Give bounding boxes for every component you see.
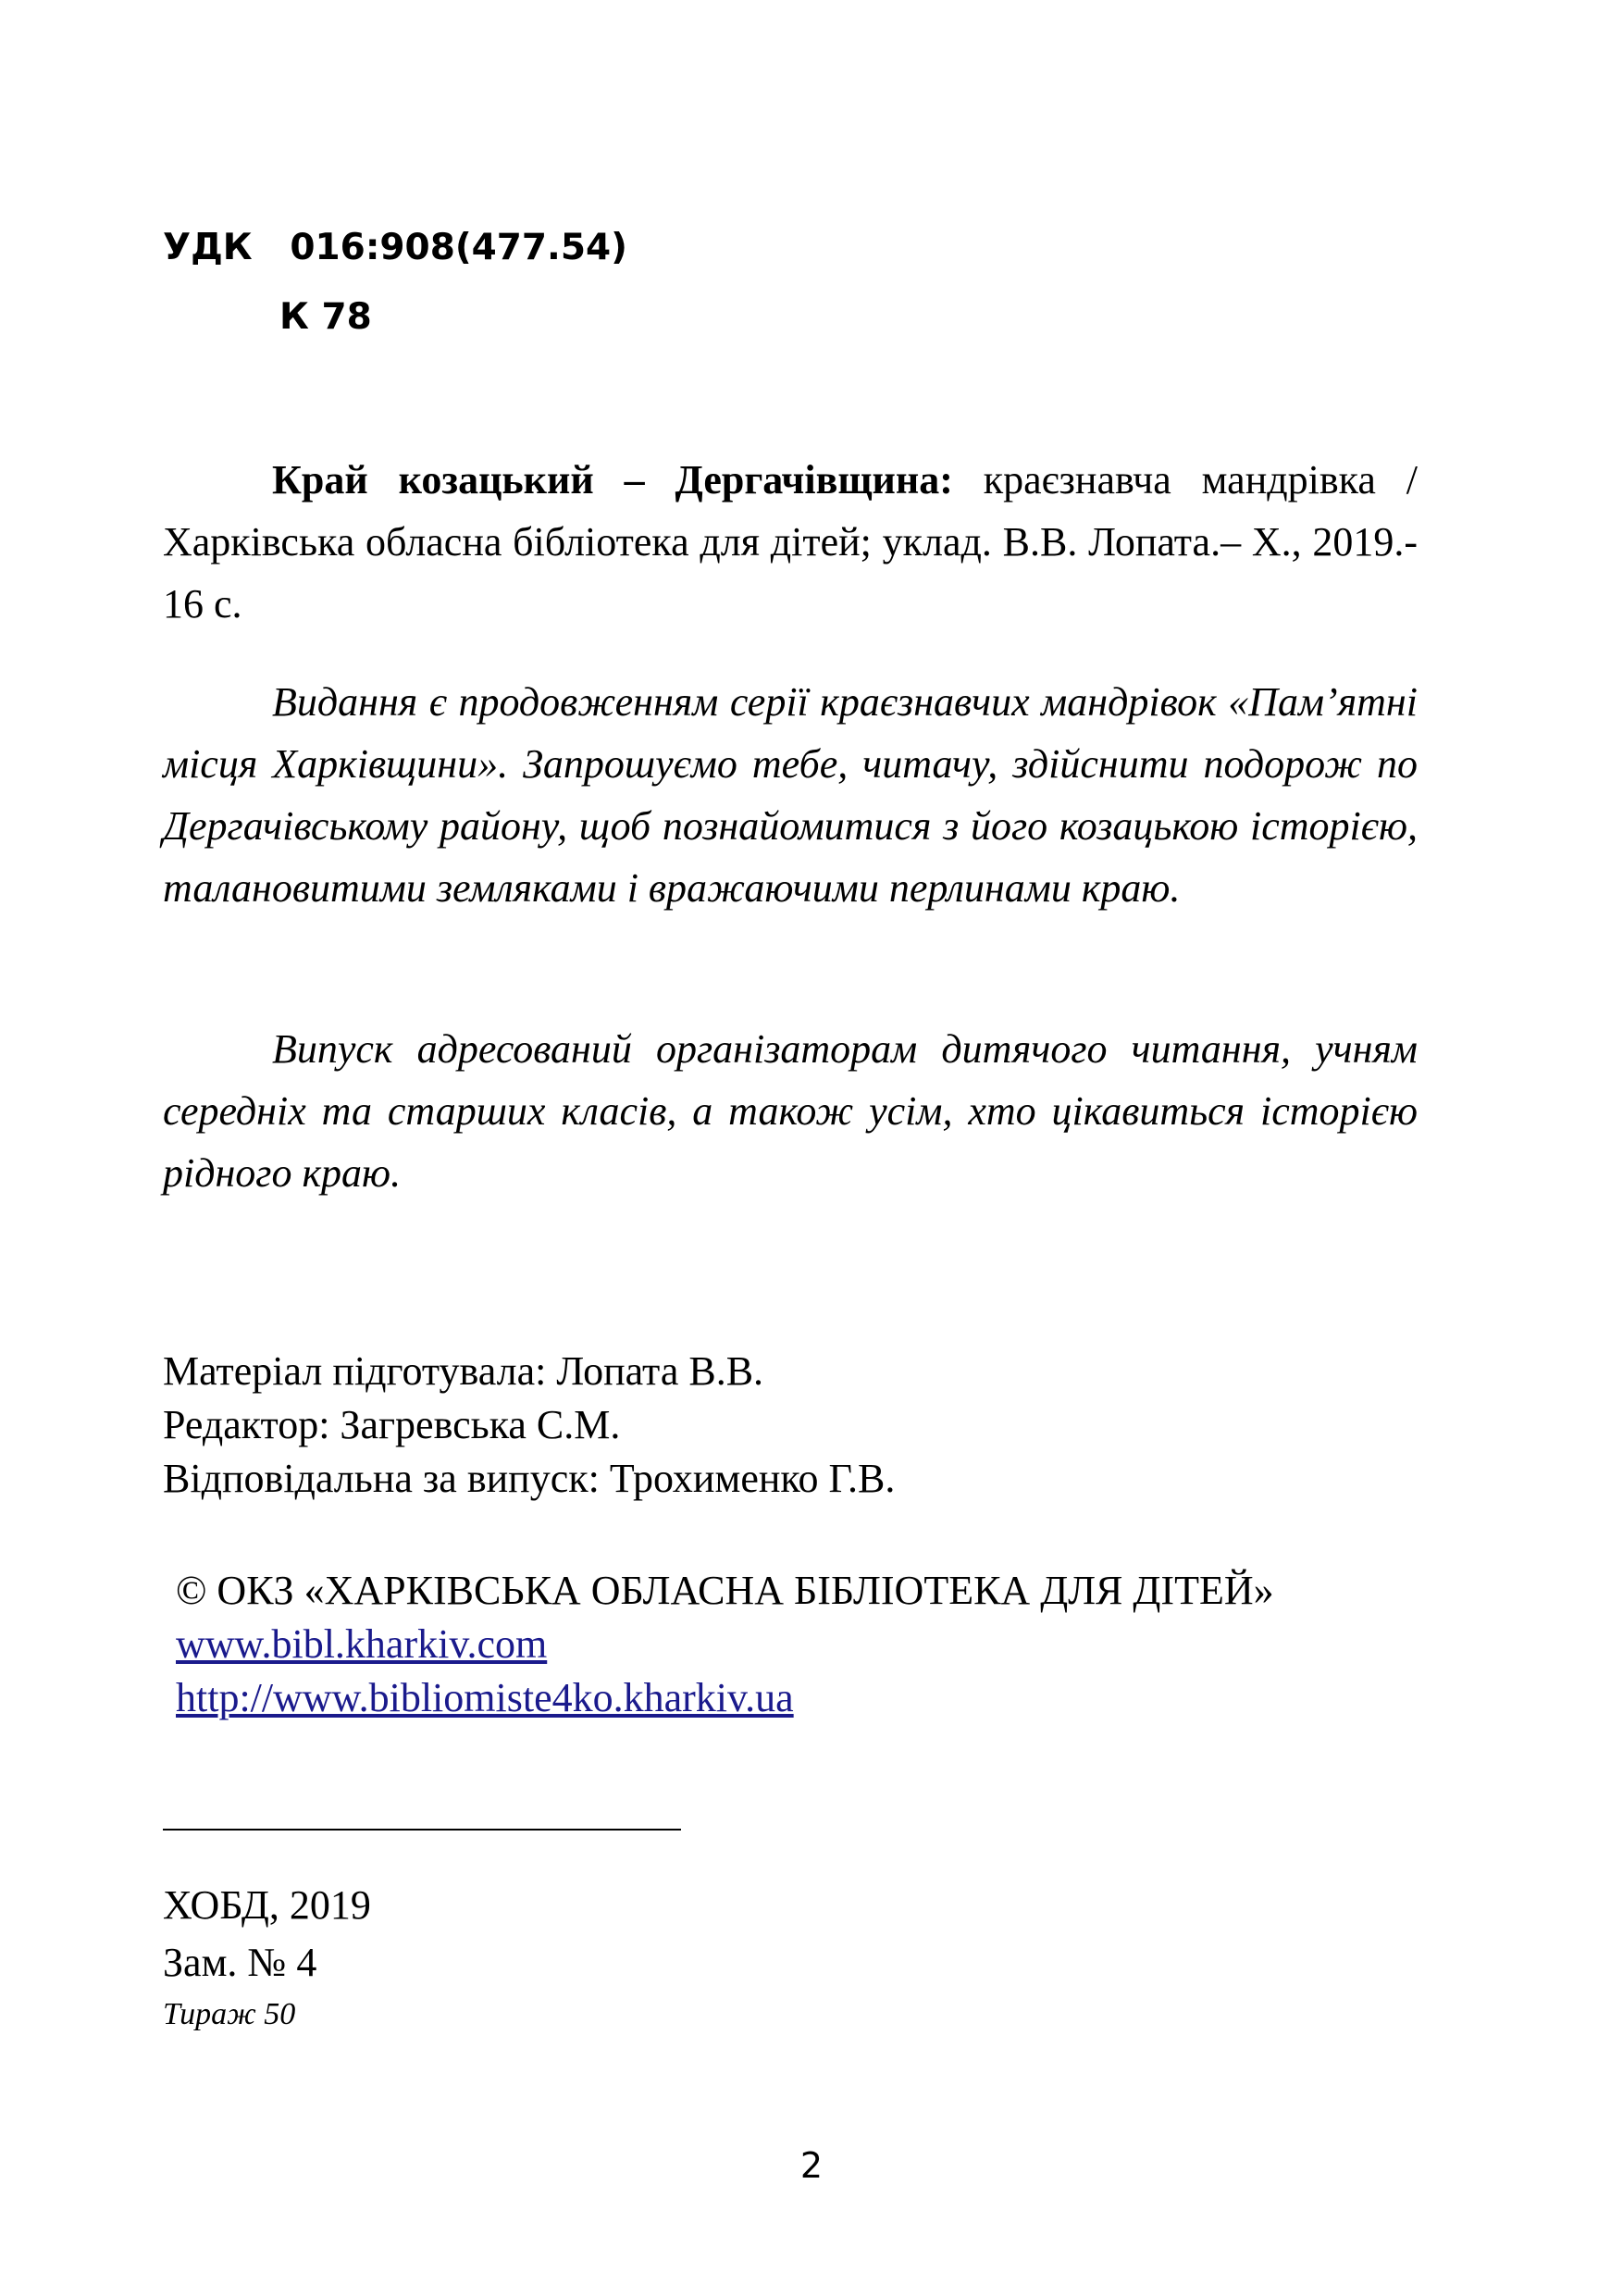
copyright-notice: © ОКЗ «ХАРКІВСЬКА ОБЛАСНА БІБЛІОТЕКА ДЛЯ ДІТЕЙ» [176, 1568, 1274, 1613]
udk-block [163, 213, 627, 352]
copyright-block [163, 1564, 1366, 1725]
prepared-by: Матеріал підготувала: Лопата В.В. [163, 1348, 764, 1394]
print-run: Тираж 50 [163, 1997, 296, 2031]
divider-line [163, 1829, 681, 1831]
book-title: Край козацький – Дергачівщина: [272, 457, 953, 503]
library-link[interactable]: www.bibl.kharkiv.com [176, 1621, 548, 1667]
publisher-year: ХОБД, 2019 [163, 1882, 371, 1928]
order-number: Зам. № 4 [163, 1940, 317, 1985]
credits-block [163, 1345, 895, 1506]
blog-link[interactable]: http://www.bibliomiste4ko.kharkiv.ua [176, 1675, 794, 1720]
page-number: 2 [799, 2145, 824, 2186]
author-mark: К 78 [279, 296, 372, 338]
udk-code: УДК 016:908(477.54) [163, 227, 627, 268]
bibliographic-record [163, 449, 1418, 635]
imprint-block [163, 1877, 371, 2038]
annotation-paragraph-1: Видання є продовженням серії краєзнавчих мандрівок «Пам’ятні місця Харківщини». Запрошуємо тебе, читачу, здійснити подорож по Дергачівському району, щоб познайомитися з його козацькою історією, талановитими земляками і вражаючими перлинами краю. [163, 679, 1418, 911]
editor: Редактор: Загревська С.М. [163, 1402, 621, 1447]
responsible-person: Відповідальна за випуск: Трохименко Г.В. [163, 1456, 896, 1501]
annotation-paragraph-2: Випуск адресований організаторам дитячого читання, учням середніх та старших класів, а також усім, хто цікавиться історією рідного краю. [163, 1026, 1418, 1196]
bibliographic-details: краєзнавча мандрівка / Харківська обласна бібліотека для дітей; уклад. В.В. Лопата.– Х., 2019.- 16 с. [163, 457, 1418, 627]
